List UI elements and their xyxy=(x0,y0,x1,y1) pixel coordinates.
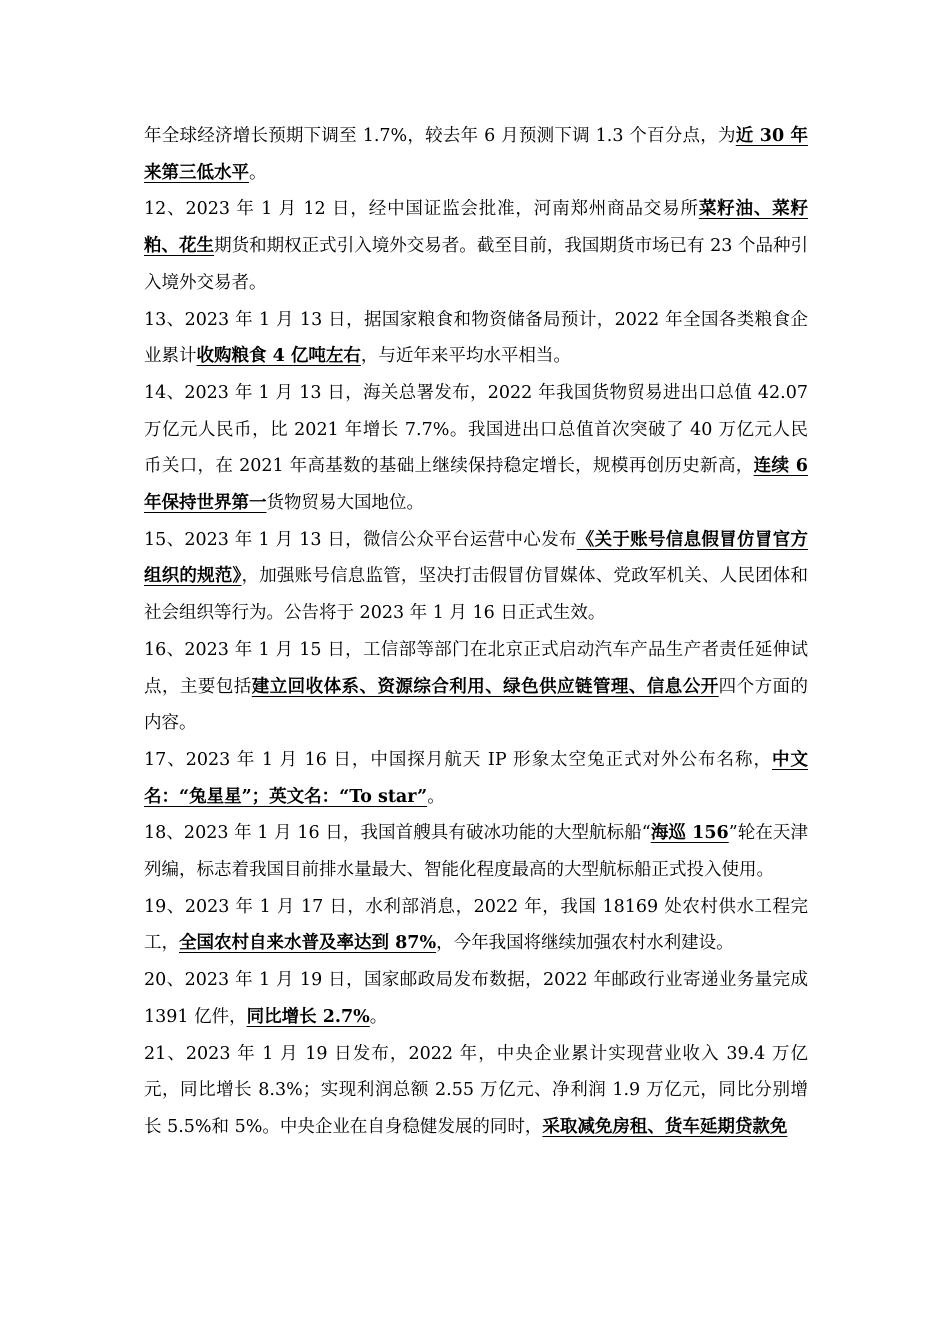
body-text: ，今年我国将继续加强农村水利建设。 xyxy=(436,933,734,954)
paragraph-p14 xyxy=(144,375,808,522)
body-text: 12、2023 年 1 月 12 日，经中国证监会批准，河南郑州商品交易所 xyxy=(144,199,699,220)
body-text: 。 xyxy=(249,162,267,183)
body-text: 14、2023 年 1 月 13 日，海关总署发布，2022 年我国货物贸易进出口总值 42.07 万亿元人民币，比 2021 年增长 7.7%。我国进出口总值首次突破了 40 万亿元人民币关口，在 2021 年高基数的基础上继续保持稳定增长，规模再创历史新高， xyxy=(144,382,808,477)
body-text: 20、2023 年 1 月 19 日，国家邮政局发布数据，2022 年邮政行业寄递业务量完成 1391 亿件， xyxy=(144,970,808,1027)
paragraph-p17 xyxy=(144,742,808,815)
paragraph-p20 xyxy=(144,962,808,1035)
highlighted-text: 同比增长 2.7% xyxy=(246,1006,370,1027)
body-text: 18、2023 年 1 月 16 日，我国首艘具有破冰功能的大型航标船“ xyxy=(144,823,651,844)
highlighted-text: 收购粮食 4 亿吨左右 xyxy=(196,346,361,367)
paragraph-p21 xyxy=(144,1036,808,1146)
paragraph-p13 xyxy=(144,302,808,375)
paragraph-p18 xyxy=(144,815,808,888)
body-text: 15、2023 年 1 月 13 日，微信公众平台运营中心发布 xyxy=(144,529,577,550)
highlighted-text: 建立回收体系、资源综合利用、绿色供应链管理、信息公开 xyxy=(251,676,719,697)
body-text: 21、2023 年 1 月 19 日发布，2022 年，中央企业累计实现营业收入 39.4 万亿元，同比增长 8.3%；实现利润总额 2.55 万亿元、净利润 1.9 万亿元，同比分别增长 5.5%和 5%。中央企业在自身稳健发展的同时， xyxy=(144,1043,808,1137)
paragraph-p19 xyxy=(144,889,808,962)
body-text: 货物贸易大国地位。 xyxy=(266,493,424,514)
paragraph-p11-tail xyxy=(144,118,808,191)
highlighted-text: 全国农村自来水普及率达到 87% xyxy=(179,933,437,954)
body-text: 。 xyxy=(369,1006,388,1027)
body-text: 期货和期权正式引入境外交易者。截至目前，我国期货市场已有 23 个品种引入境外交易者。 xyxy=(144,236,808,293)
body-text: ”轮在天津列编，标志着我国目前排水量最大、智能化程度最高的大型航标船正式投入使用。 xyxy=(144,823,809,881)
paragraph-p16 xyxy=(144,632,808,742)
document-body xyxy=(144,118,808,1146)
body-text: 。 xyxy=(427,786,445,807)
highlighted-text: 采取减免房租、货车延期贷款免 xyxy=(542,1116,788,1137)
body-text: 17、2023 年 1 月 16 日，中国探月航天 IP 形象太空兔正式对外公布名称， xyxy=(144,749,772,770)
body-text: 16、2023 年 1 月 15 日，工信部等部门在北京正式启动汽车产品生产者责任延伸试点，主要包括 xyxy=(144,639,808,697)
paragraph-p12 xyxy=(144,191,808,301)
body-text: 年全球经济增长预期下调至 1.7%，较去年 6 月预测下调 1.3 个百分点，为 xyxy=(144,126,736,146)
body-text: 四个方面的内容。 xyxy=(144,676,809,734)
highlighted-text: 中文名：“兔星星”；英文名：“To star” xyxy=(144,749,808,807)
body-text: ，加强账号信息监管，坚决打击假冒仿冒媒体、党政军机关、人民团体和社会组织等行为。公告将于 2023 年 1 月 16 日正式生效。 xyxy=(144,566,809,624)
highlighted-text: 海巡 156 xyxy=(650,823,729,844)
highlighted-text: 连续 6 年保持世界第一 xyxy=(144,456,808,514)
body-text: 19、2023 年 1 月 17 日，水利部消息，2022 年，我国 18169 处农村供水工程完工， xyxy=(144,896,808,954)
highlighted-text: 近 30 年来第三低水平 xyxy=(144,126,808,183)
highlighted-text: 菜籽油、菜籽粕、花生 xyxy=(144,199,808,257)
body-text: ，与近年来平均水平相当。 xyxy=(360,346,571,367)
body-text: 13、2023 年 1 月 13 日，据国家粮食和物资储备局预计，2022 年全国各类粮食企业累计 xyxy=(144,309,808,367)
paragraph-p15 xyxy=(144,522,808,632)
highlighted-text: 《关于账号信息假冒仿冒官方组织的规范》 xyxy=(144,529,808,587)
